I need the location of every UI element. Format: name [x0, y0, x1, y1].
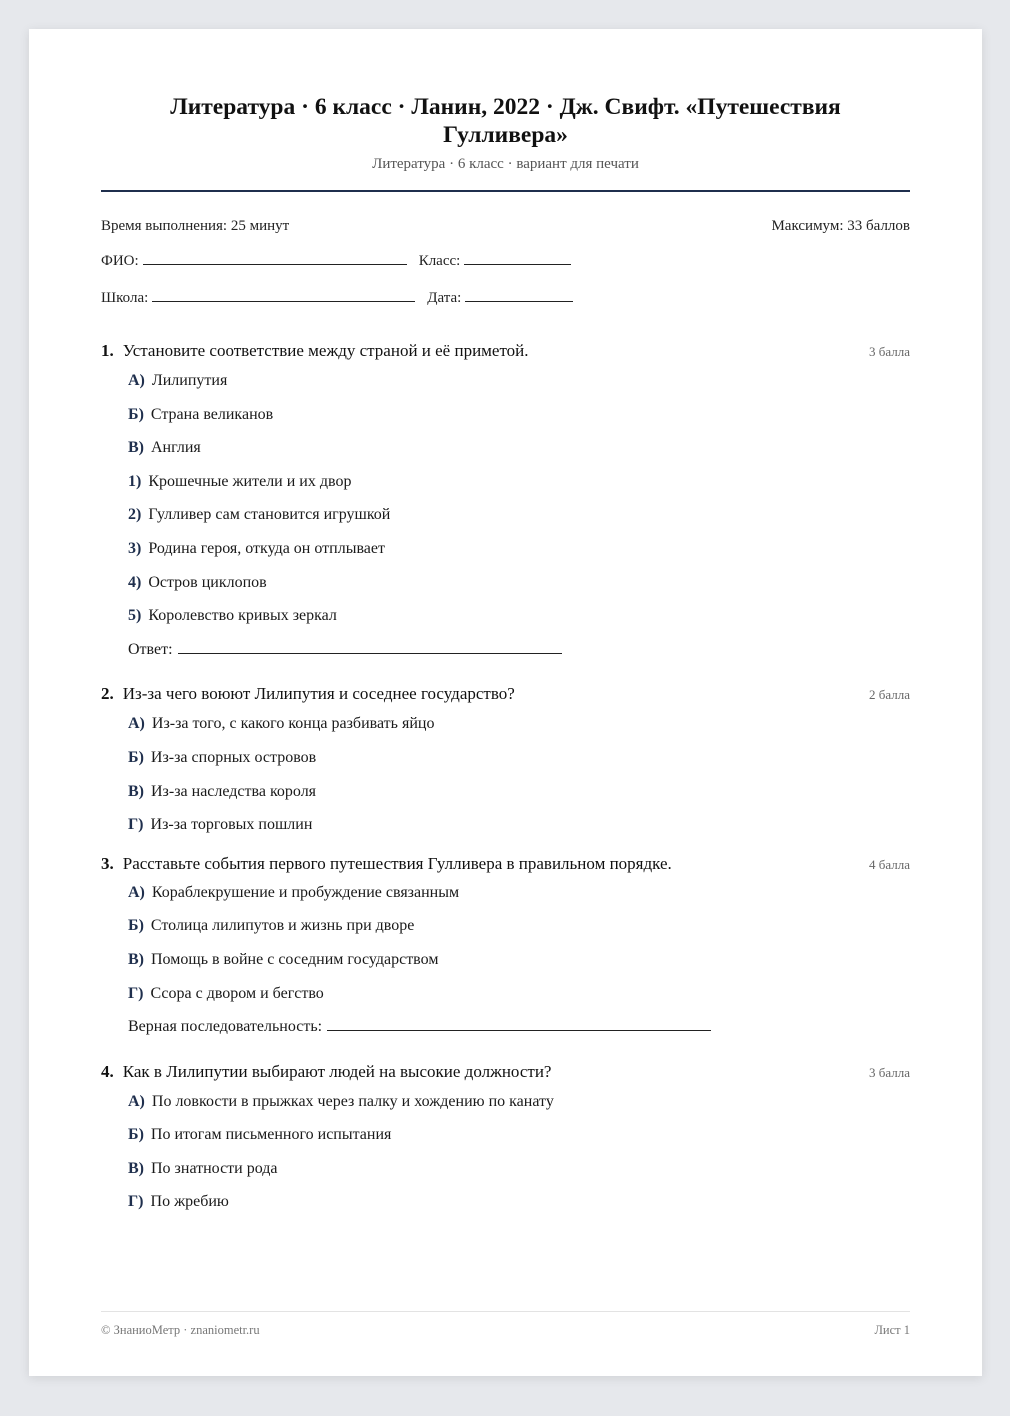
answer-line — [128, 1010, 910, 1044]
date-label: Дата: — [427, 290, 462, 306]
answer-label: Ответ: — [128, 640, 173, 658]
question-number: 3. — [101, 853, 114, 873]
options-list — [128, 364, 910, 666]
option-v: В) По знатности рода — [128, 1159, 278, 1177]
option-g: Г) Ссора с двором и бегство — [128, 984, 324, 1002]
header-divider — [101, 190, 910, 192]
option-g: Г) Из-за торговых пошлин — [128, 816, 313, 834]
question-header — [101, 341, 910, 361]
option-3: 3) Родина героя, откуда он отплывает — [128, 539, 385, 557]
option-4: 4) Остров циклопов — [128, 573, 267, 591]
option-b: Б) Из-за спорных островов — [128, 748, 317, 766]
school-field[interactable] — [152, 286, 415, 302]
question-points: 4 балла — [869, 856, 910, 872]
question-number: 2. — [101, 684, 114, 704]
fio-field[interactable] — [143, 249, 407, 265]
fio-label: ФИО: — [101, 253, 139, 269]
class-label: Класс: — [418, 253, 461, 269]
question-text: Установите соответствие между страной и её приметой. — [122, 341, 529, 360]
name-class-row — [101, 249, 910, 270]
school-label: Школа: — [101, 290, 149, 306]
question-header — [101, 684, 910, 704]
question-points: 3 балла — [869, 344, 910, 359]
option-5: 5) Королевство кривых зеркал — [128, 607, 337, 625]
option-v: В) Англия — [128, 439, 201, 457]
footer-page-number: Лист 1 — [874, 1323, 910, 1337]
option-g: Г) По жребию — [128, 1193, 229, 1211]
question-number: 4. — [101, 1061, 114, 1081]
option-a: А) Кораблекрушение и пробуждение связанным — [128, 883, 460, 901]
question-text: Из-за чего воюют Лилипутия и соседнее государство? — [122, 684, 515, 704]
options-list — [128, 876, 910, 1044]
option-v: В) Помощь в войне с соседним государством — [128, 950, 439, 968]
option-a: А) Из-за того, с какого конца разбивать яйцо — [128, 715, 435, 733]
page-subtitle: Литература · 6 класс · вариант для печати — [372, 156, 639, 172]
option-v: В) Из-за наследства короля — [128, 782, 317, 800]
question-1 — [101, 341, 910, 666]
question-3 — [101, 854, 910, 1044]
page-title: Литература · 6 класс · Ланин, 2022 · Дж. Свифт. «Путешествия Гулливера» — [170, 94, 841, 148]
answer-line — [128, 633, 910, 667]
question-points: 3 балла — [869, 1064, 910, 1080]
worksheet-page — [29, 29, 982, 1376]
option-2: 2) Гулливер сам становится игрушкой — [128, 506, 391, 524]
answer-field[interactable] — [178, 639, 562, 654]
answer-label: Верная последовательность: — [128, 1018, 323, 1036]
option-b: Б) По итогам письменного испытания — [128, 1126, 392, 1144]
options-list — [128, 1085, 910, 1219]
school-date-row — [101, 286, 910, 307]
question-text: Как в Лилипутии выбирают людей на высокие должности? — [122, 1061, 552, 1081]
page-content — [101, 29, 910, 1376]
question-header — [101, 1062, 910, 1082]
time-limit: Время выполнения: 25 минут — [101, 218, 290, 234]
footer-copyright: © ЗнаниоМетр · znaniometr.ru — [101, 1323, 260, 1337]
question-2 — [101, 684, 910, 841]
question-text: Расставьте события первого путешествия Гулливера в правильном порядке. — [122, 853, 672, 873]
page-footer — [101, 1311, 910, 1338]
class-field[interactable] — [464, 249, 571, 265]
max-score: Максимум: 33 баллов — [771, 218, 910, 234]
option-a: А) Лилипутия — [128, 372, 228, 389]
date-field[interactable] — [465, 286, 573, 302]
meta-row — [101, 218, 910, 235]
question-points: 2 балла — [869, 687, 910, 703]
option-b: Б) Страна великанов — [128, 405, 274, 423]
question-number: 1. — [101, 341, 114, 360]
question-header — [101, 854, 910, 874]
question-4 — [101, 1062, 910, 1219]
options-list — [128, 707, 910, 841]
option-1: 1) Крошечные жители и их двор — [128, 472, 352, 490]
answer-field[interactable] — [327, 1016, 711, 1031]
option-b: Б) Столица лилипутов и жизнь при дворе — [128, 917, 415, 935]
option-a: А) По ловкости в прыжках через палку и хождению по канату — [128, 1092, 554, 1110]
